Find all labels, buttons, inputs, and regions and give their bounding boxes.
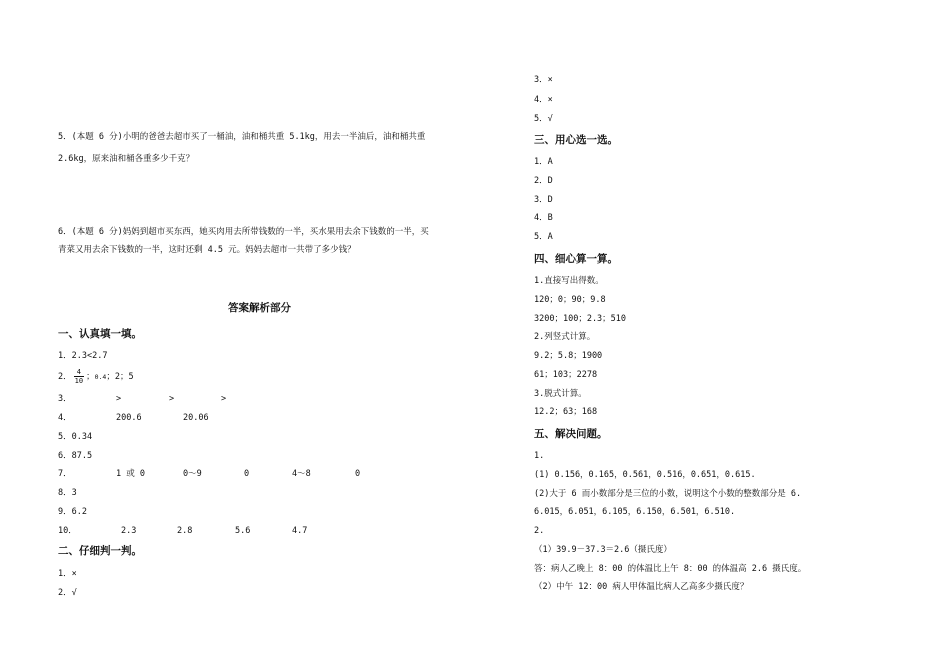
answers-title: 答案解析部分 <box>228 302 291 314</box>
answer-1-6: 6．87.5 <box>58 451 93 461</box>
answer-1-3-label: 3． <box>58 394 72 404</box>
fraction <box>74 368 84 385</box>
answer-2-1: 1．× <box>58 569 77 579</box>
section4-line-2: 120；0；90；9.8 <box>534 295 606 305</box>
answer-2-3: 3．× <box>534 75 553 85</box>
section5-heading: 五、解决问题。 <box>534 428 608 440</box>
section5-line-7: 答：病人乙晚上 8：00 的体温比上午 8：00 的体温高 2.6 摄氏度。 <box>534 564 807 574</box>
section4-line-7: 3.脱式计算。 <box>534 389 587 399</box>
section5-line-8: （2）中午 12：00 病人甲体温比病人乙高多少摄氏度？ <box>534 582 749 592</box>
answer-1-10-v2: 2.8 <box>177 526 193 536</box>
answer-3-3: 3．D <box>534 195 553 205</box>
section1-heading: 一、认真填一填。 <box>58 328 142 340</box>
section2-heading: 二、仔细判一判。 <box>58 545 142 557</box>
answer-2-5: 5．√ <box>534 114 553 124</box>
answer-1-2-label: 2． <box>58 372 72 382</box>
answer-3-1: 1．A <box>534 157 553 167</box>
answer-1-7-v3: 0 <box>244 469 250 479</box>
section5-line-1: 1. <box>534 451 545 461</box>
answer-2-4: 4．× <box>534 95 553 105</box>
answer-1-7-label: 7． <box>58 469 72 479</box>
answer-3-5: 5．A <box>534 232 553 242</box>
answer-1-4-label: 4． <box>58 413 72 423</box>
answer-1-8: 8．3 <box>58 488 77 498</box>
answer-1-5: 5．0.34 <box>58 432 93 442</box>
fraction-numerator: 4 <box>74 368 84 377</box>
answer-1-3-v3: > <box>221 394 227 404</box>
answer-1-10-v1: 2.3 <box>121 526 137 536</box>
section4-heading: 四、细心算一算。 <box>534 253 618 265</box>
answer-1-3-v2: > <box>169 394 175 404</box>
answer-1-7-v4: 4～8 <box>292 469 311 479</box>
section4-line-6: 61；103；2278 <box>534 370 598 380</box>
answer-1-7-v5: 0 <box>355 469 361 479</box>
answer-3-4: 4．B <box>534 213 553 223</box>
answer-1-2-decimal: 0.4 <box>94 373 107 381</box>
answer-2-2: 2．√ <box>58 588 77 598</box>
q6-line2: 青菜又用去余下钱数的一半，这时还剩 4.5 元。妈妈去超市一共带了多少钱？ <box>58 245 356 255</box>
section5-line-6: （1）39.9－37.3＝2.6（摄氏度） <box>534 545 672 555</box>
answer-1-2 <box>58 368 134 385</box>
fraction-denominator: 10 <box>74 377 84 385</box>
section4-line-3: 3200；100；2.3；510 <box>534 314 627 324</box>
answer-1-3-v1: > <box>116 394 122 404</box>
separator: ； <box>86 372 95 382</box>
section5-line-2: (1) 0.156，0.165，0.561，0.516，0.651，0.615. <box>534 470 756 480</box>
q5-line2: 2.6kg，原来油和桶各重多少千克？ <box>58 154 195 164</box>
section4-line-5: 9.2；5.8；1900 <box>534 351 603 361</box>
section4-line-4: 2.列竖式计算。 <box>534 332 596 342</box>
answer-1-4-v2: 20.06 <box>183 413 209 423</box>
answer-1-10-v3: 5.6 <box>235 526 251 536</box>
answer-1-7-v2: 0～9 <box>183 469 202 479</box>
answer-1-9: 9．6.2 <box>58 507 87 517</box>
section3-heading: 三、用心选一选。 <box>534 134 618 146</box>
section5-line-5: 2. <box>534 526 545 536</box>
q5-line1: 5．(本题 6 分)小明的爸爸去超市买了一桶油，油和桶共重 5.1kg，用去一半油后，油和桶共重 <box>58 132 426 142</box>
answer-1-4-v1: 200.6 <box>116 413 142 423</box>
answer-1-2-rest: ；2；5 <box>106 372 134 382</box>
answer-3-2: 2．D <box>534 176 553 186</box>
section4-line-8: 12.2；63；168 <box>534 407 598 417</box>
q6-line1: 6．(本题 6 分)妈妈到超市买东西，她买肉用去所带钱数的一半，买水果用去余下钱数的一半，买 <box>58 227 429 237</box>
answer-1-10-label: 10． <box>58 526 77 536</box>
section5-line-3: (2)大于 6 而小数部分是三位的小数，说明这个小数的整数部分是 6. <box>534 489 802 499</box>
answer-1-7-v1: 1 或 0 <box>116 469 145 479</box>
answer-1-10-v4: 4.7 <box>292 526 308 536</box>
section4-line-1: 1.直接写出得数。 <box>534 276 604 286</box>
section5-line-4: 6.015，6.051，6.105，6.150，6.501，6.510. <box>534 507 736 517</box>
answer-1-1: 1．2.3<2.7 <box>58 351 108 361</box>
